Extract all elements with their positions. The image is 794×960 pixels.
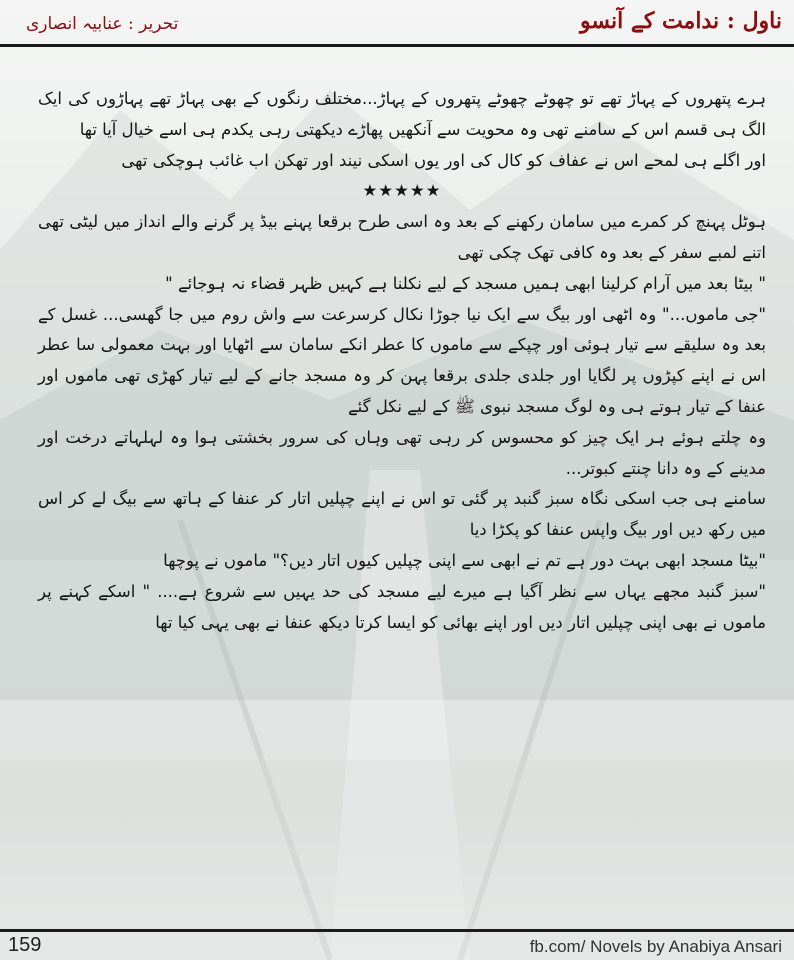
- footer-rule: [0, 929, 794, 932]
- author-line: تحریر : عنابیہ انصاری: [26, 14, 179, 34]
- section-separator: ★★★★★: [362, 181, 442, 201]
- paragraph: اور اگلے ہی لمحے اس نے عفاف کو کال کی اور یوں اسکی نیند اور تھکن اب غائب ہوچکی تھی: [121, 150, 766, 170]
- novel-title: ناول : ندامت کے آنسو: [580, 8, 782, 34]
- source-credit: fb.com/ Novels by Anabiya Ansari: [529, 937, 782, 956]
- paragraph: " بیٹا بعد میں آرام کرلینا ابھی ہمیں مسجد کے لیے نکلنا ہے کہیں ظہر قضاء نہ ہوجائے ": [165, 273, 766, 293]
- page-number: 159: [8, 934, 42, 956]
- paragraph: ہوٹل پہنچ کر کمرے میں سامان رکھنے کے بعد وہ اسی طرح برقعا پہنے بیڈ پر گرنے والے انداز میں لیٹی تھی اتنے لمبے سفر کے بعد وہ کافی تھک چکی تھی: [38, 212, 766, 262]
- paragraph: سامنے ہی جب اسکی نگاہ سبز گنبد پر گئی تو اس نے اپنے چپلیں اتار کر عنفا کے ہاتھ سے بیگ لے کر اس میں رکھ دیں اور بیگ واپس عنفا کو پکڑا دیا: [38, 489, 766, 540]
- page-header: [0, 0, 794, 50]
- paragraph: "بیٹا مسجد ابھی بہت دور ہے تم نے ابھی سے اپنی چپلیں کیوں اتار دیں؟" ماموں نے پوچھا: [163, 550, 766, 570]
- paragraph: ہرے پتھروں کے پہاڑ تھے تو چھوٹے چھوٹے پتھروں کے پہاڑ...مختلف رنگوں کے بھی پہاڑ تھے پہاڑوں کی ایک الگ ہی قسم اس کے سامنے تھی وہ محویت سے آنکھیں پھاڑے دیکھتی رہی یکدم ہی اسے خیال آیا تھا: [38, 89, 766, 139]
- header-rule: [0, 44, 794, 47]
- paragraph: وہ چلتے ہوئے ہر ایک چیز کو محسوس کر رہی تھی وہاں کی سرور بخشتی ہوا وہ لہلہاتے درخت اور مدینے کے وہ دانا چنتے کبوتر...: [38, 427, 766, 478]
- paragraph: "جی ماموں..." وہ اٹھی اور بیگ سے ایک نیا جوڑا نکال کرسرعت سے واش روم میں جا گھسی... غسل کے بعد وہ سلیقے سے تیار ہوئی اور چپکے سے ماموں کا عطر انکے سامان سے اٹھایا اور بہت معمولی سا عطر اس نے اپنے کپڑوں پر لگایا اور جلدی جلدی برقعا پہن کر وہ مسجد جانے کے لیے تیار کھڑی تھی ماموں اور عنفا کے تیار ہوتے ہی وہ لوگ مسجد نبوی ﷺ کے لیے نکل گئے: [38, 304, 766, 416]
- paragraph: "سبز گنبد مجھے یہاں سے نظر آگیا ہے میرے لیے مسجد کی حد یہیں سے شروع ہے.... " اسکے کہنے پر ماموں نے بھی اپنی چپلیں اتار دیں اور اپنے بھائی کو ایسا کرتا دیکھ عنفا نے بھی یہی کیا تھا: [38, 581, 766, 632]
- story-text: [38, 84, 766, 904]
